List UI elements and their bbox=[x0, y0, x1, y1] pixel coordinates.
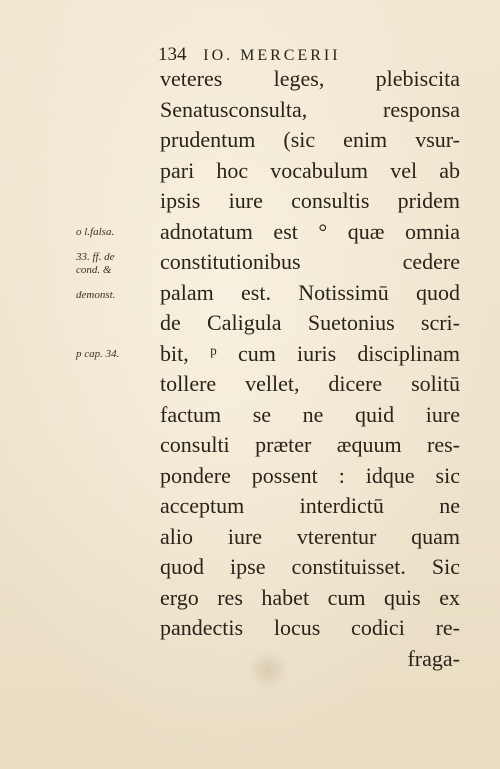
text-line: tollere vellet, dicere solitū bbox=[160, 371, 460, 396]
text-line: ergo res habet cum quis ex bbox=[160, 584, 460, 610]
text-line: prudentum (sic enim vsur- bbox=[160, 127, 460, 152]
page-number: 134 bbox=[158, 44, 187, 65]
marginal-note: demonst. bbox=[76, 289, 116, 301]
marginal-note: cond. & bbox=[76, 264, 112, 276]
text-line: adnotatum est ° quæ omnia bbox=[160, 218, 460, 244]
text-line: pari hoc vocabulum vel ab bbox=[160, 157, 460, 183]
text-line: alio iure vterentur quam bbox=[160, 523, 460, 549]
text-line: bit, ᵖ cum iuris disciplinam bbox=[160, 340, 460, 366]
text-line: quod ipse constituisset. Sic bbox=[160, 554, 460, 579]
text-line: ipsis iure consultis pridem bbox=[160, 188, 460, 213]
text-line: pandectis locus codici re- bbox=[160, 615, 460, 640]
text-line: acceptum interdictū ne bbox=[160, 493, 460, 518]
paper-stain bbox=[248, 650, 288, 690]
running-header bbox=[158, 44, 341, 66]
text-line: palam est. Notissimū quod bbox=[160, 279, 460, 305]
text-line: Senatusconsulta, responsa bbox=[160, 96, 460, 122]
marginal-note: 33. ff. de bbox=[76, 251, 115, 263]
body-text bbox=[160, 64, 460, 674]
text-line: veteres leges, plebiscita bbox=[160, 66, 460, 91]
text-line: constitutionibus cedere bbox=[160, 249, 460, 274]
catchword: fraga- bbox=[407, 645, 460, 671]
text-line: pondere possent : idque sic bbox=[160, 462, 460, 488]
text-line: de Caligula Suetonius scri- bbox=[160, 310, 460, 335]
running-title: IO. MERCERII bbox=[203, 47, 341, 64]
marginal-note: o l.falsa. bbox=[76, 226, 115, 238]
text-line: consulti præter æquum res- bbox=[160, 432, 460, 457]
text-line: factum se ne quid iure bbox=[160, 401, 460, 427]
marginal-note: p cap. 34. bbox=[76, 348, 120, 360]
